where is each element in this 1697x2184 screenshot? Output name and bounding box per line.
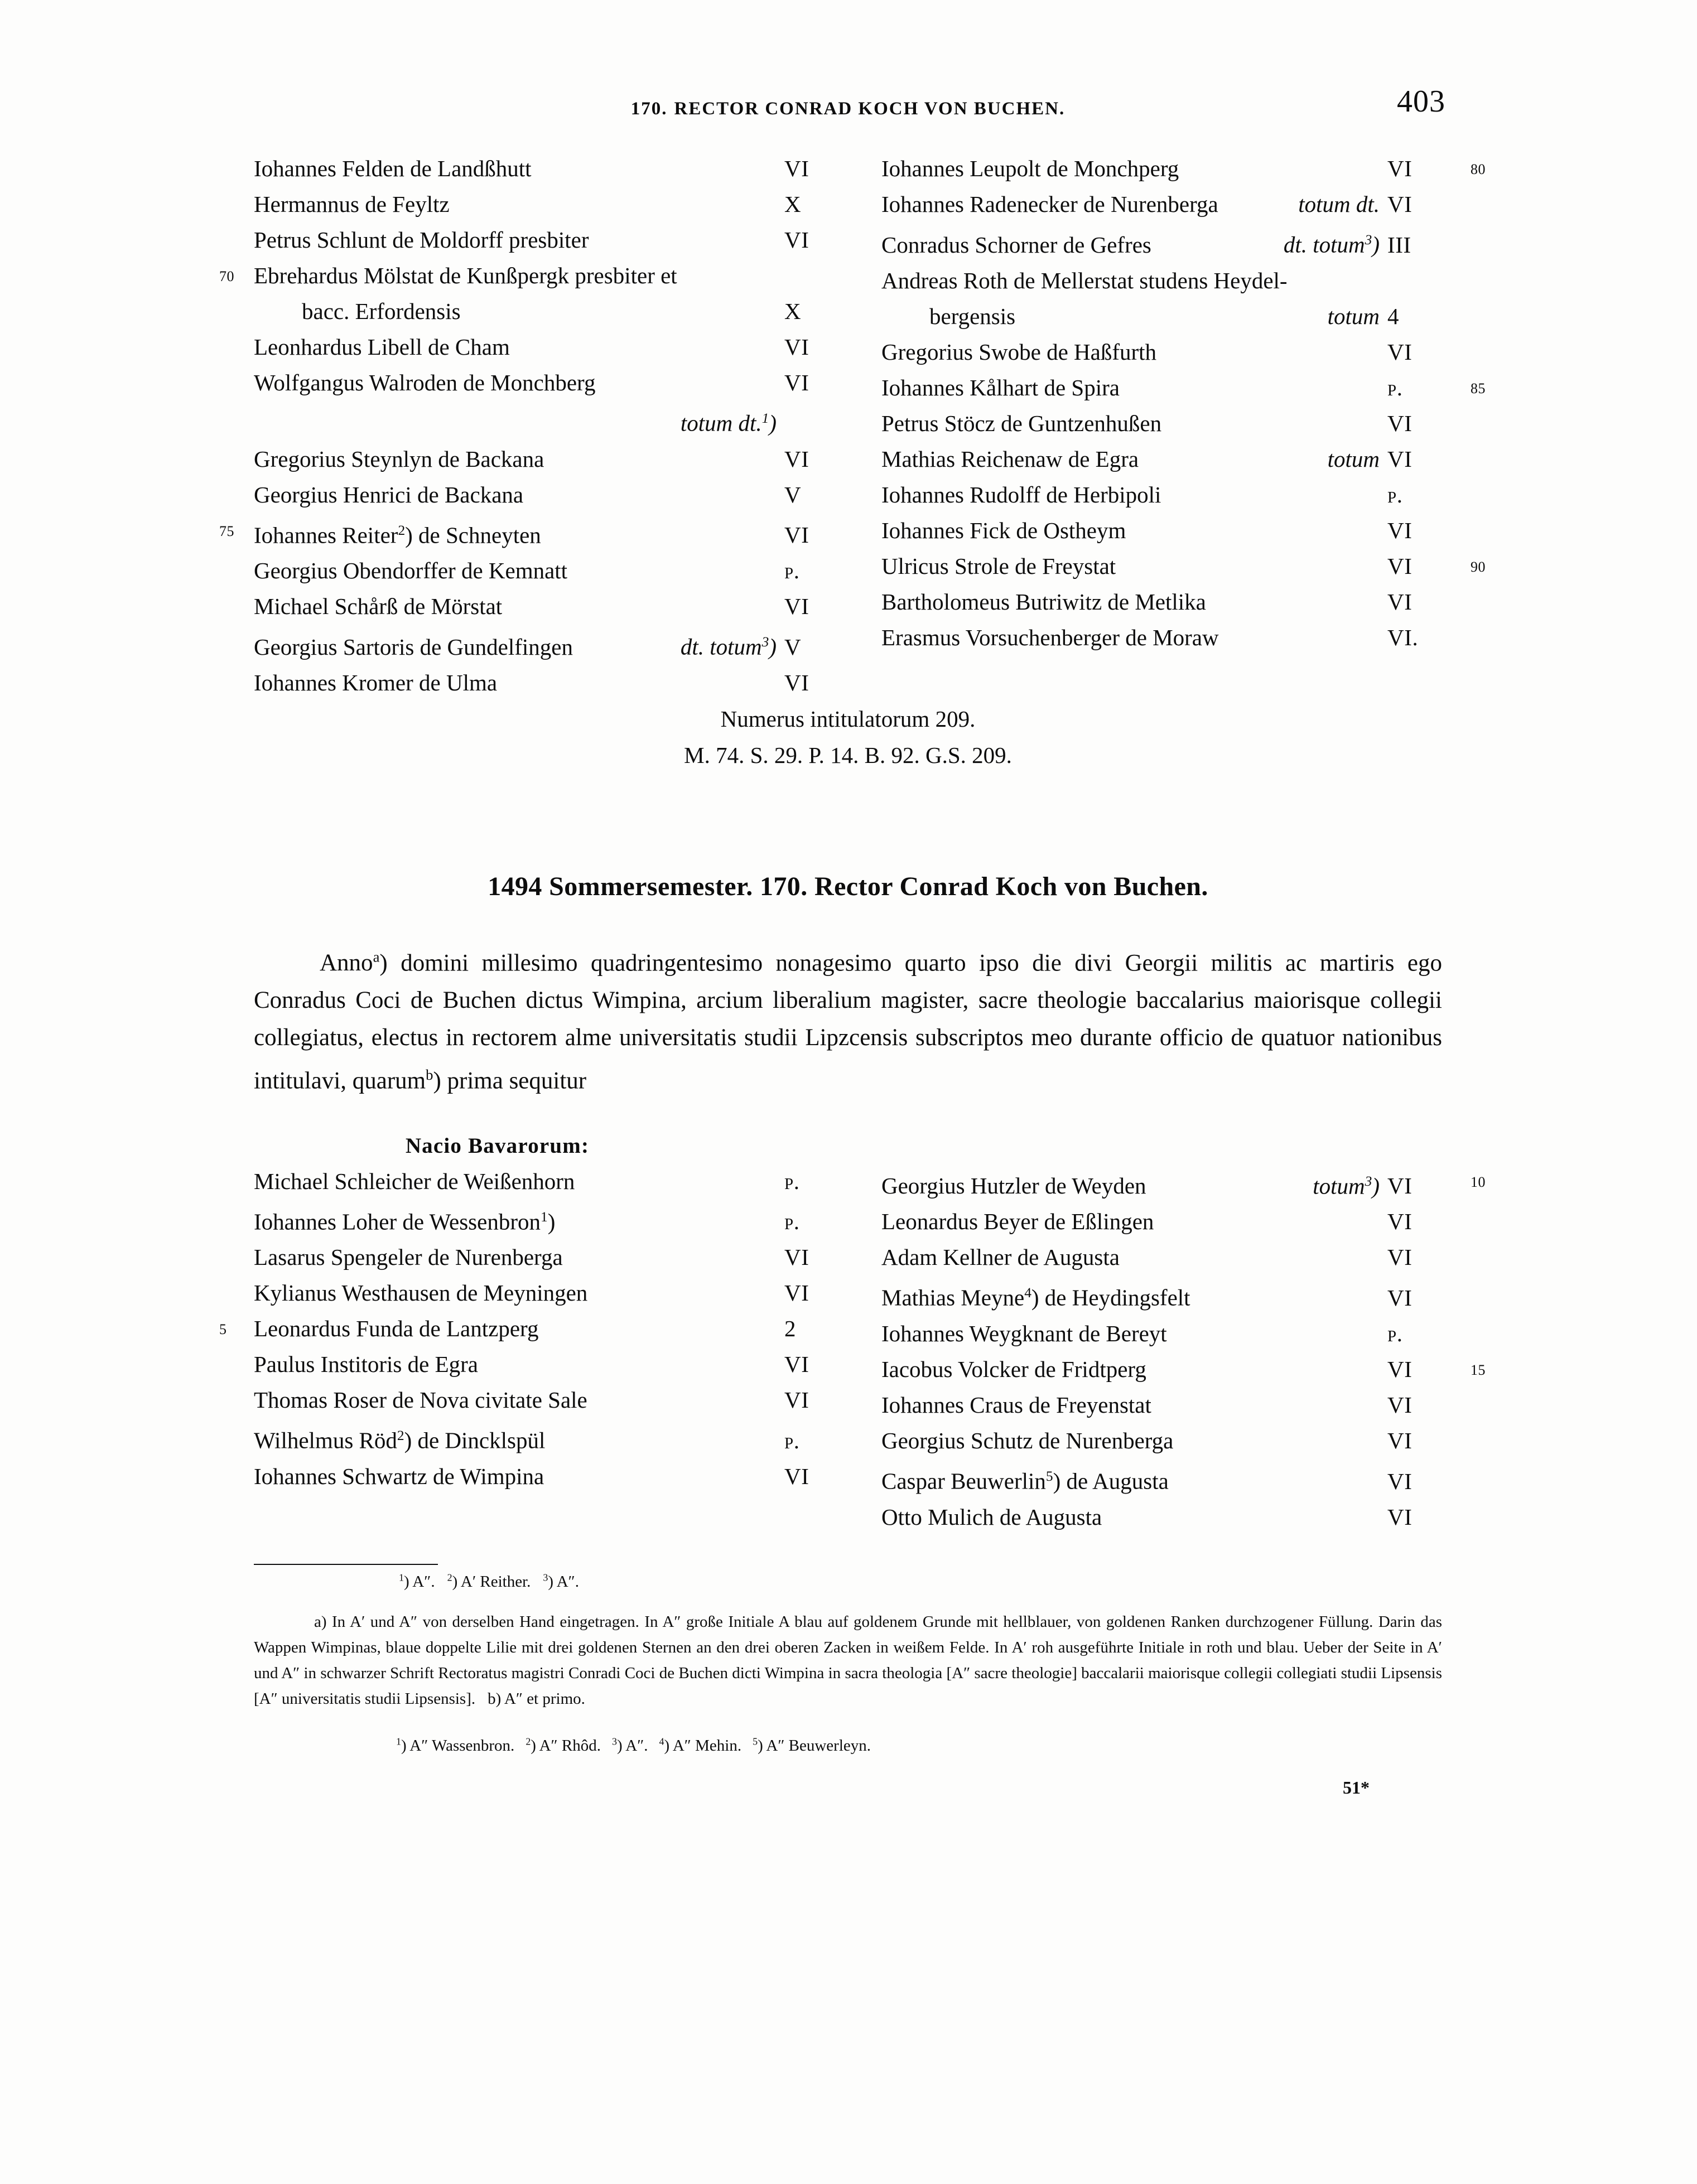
entry-fee-value: VI: [1387, 446, 1412, 472]
matriculation-entry: [881, 1316, 1442, 1351]
matriculation-entry: [254, 400, 836, 441]
matriculation-entry: [254, 151, 836, 186]
entry-name: Andreas Roth de Mellerstat studens Heydel-: [881, 267, 1288, 293]
footnote-text: ) A″.: [403, 1573, 435, 1591]
paragraph-body-text-tail: ) prima sequitur: [433, 1067, 587, 1094]
entry-name: Wolfgangus Walroden de Monchberg: [254, 370, 596, 395]
matriculation-entry: [881, 620, 1442, 655]
entry-line-number: 70: [219, 268, 234, 284]
footnote-marker: 3: [611, 1736, 617, 1747]
entry-name: Ebrehardus Mölstat de Kunßpergk presbiter et: [254, 263, 677, 288]
entry-fee-value: X: [784, 191, 802, 217]
footnote-marker: 1: [399, 1572, 404, 1583]
matriculation-entry: [254, 588, 836, 624]
entry-fee-value: VI: [784, 593, 809, 620]
entry-fee-value: VI: [784, 1463, 809, 1489]
entry-fee-value: VI: [784, 669, 809, 695]
matriculation-entry: [254, 1418, 836, 1458]
paragraph-lead-word: Anno$^a$: [320, 948, 380, 977]
numerus-total-line: Numerus intitulatorum 209.: [720, 706, 976, 732]
entry-name: Iohannes Leupolt de Monchperg: [881, 156, 1179, 181]
matriculation-entry: [219, 258, 836, 293]
footnote-group-lower: [254, 1728, 1442, 1758]
matriculation-entry: [254, 1199, 836, 1240]
entry-name: Leonhardus Libell de Cham: [254, 334, 510, 360]
matriculation-entry: [254, 1163, 836, 1199]
section-heading: 1494 Sommersemester. 170. Rector Conrad Koch von Buchen.: [488, 871, 1208, 901]
running-head-title: [254, 94, 1442, 120]
entry-fee-value: VI: [784, 334, 809, 360]
entry-fee-value: VI: [1387, 1356, 1412, 1382]
nacio-bavarorum-heading: Nacio Bavarorum:: [405, 1133, 590, 1158]
entry-name: Gregorius Steynlyn de Backana: [254, 446, 544, 472]
entry-name: Petrus Schlunt de Moldorff presbiter: [254, 227, 589, 253]
entry-name-footnote-marker: 2: [397, 1428, 404, 1444]
entry-note: totum$^3$): [1313, 1173, 1380, 1199]
entry-fee-value: VI.: [1387, 624, 1419, 650]
entry-name-footnote-marker: 4: [1024, 1285, 1031, 1301]
matriculation-entry: [254, 1239, 836, 1275]
paragraph-body-text: ) domini millesimo quadringentesimo nonagesimo quarto ipso die divi Georgii militis ac martiris ego Conradus Coci de Buchen dictus Wimpina, arcium liberalium magister, sacre theologie baccalarius maiorisque collegii collegiatus, electus in rectorem alme universitatis studii Lipzcensis subscriptos meo durante officio de quatuor nationibus intitulavi, quarum: [254, 950, 1442, 1094]
entry-fee-value: VI: [1387, 1391, 1412, 1418]
entry-line-number: 80: [1471, 161, 1486, 177]
entry-fee-value: VI: [784, 1351, 809, 1378]
entry-fee-value: p.: [784, 558, 800, 584]
footnote-a-text: a) In A′ und A″ von derselben Hand eingetragen. In A″ große Initiale A blau auf goldenem Grunde mit hellblauer, von goldenen Ranken durchzogener Füllung. Darin das Wappen Wimpinas, blaue doppelte Lilie mit drei goldenen Sternen an den drei oberen Zacken in weißem Felde. In A′ roh ausgeführte Initiale in roth und blau. Ueber der Seite in A′ und A″ in schwarzer Schrift Rectoratus magistri Conradi Coci de Buchen dicti Wimpina in sacra theologia [A″ sacre theologie] baccalarii maiorisque collegii collegiati studii Lipsensis [A″ universitatis studii Lipsensis].: [254, 1613, 1442, 1708]
matriculation-entry: [881, 370, 1486, 405]
matriculation-entry: [254, 329, 836, 365]
entry-fee-value: p.: [1387, 481, 1403, 508]
footnote-item: [447, 1573, 531, 1591]
paragraph-footnote-marker-a: a: [373, 948, 380, 965]
entry-fee-value: V: [784, 634, 802, 660]
matriculation-entry: [254, 1382, 836, 1418]
matriculation-entry: [881, 513, 1442, 548]
matriculation-entry: [881, 151, 1486, 186]
entry-name: Leonardus Beyer de Eßlingen: [881, 1209, 1154, 1235]
footnote-a: [254, 1609, 1442, 1712]
list-two-right-column: [848, 1163, 1486, 1535]
footnote-item: [526, 1737, 601, 1755]
footnote-item: [659, 1737, 742, 1755]
matriculation-entry: [254, 222, 836, 258]
matriculation-entry: [881, 186, 1442, 222]
page-folio-number: 403: [1397, 84, 1445, 119]
matriculation-entry: [881, 405, 1442, 441]
entry-name: Gregorius Swobe de Haßfurth: [881, 339, 1157, 365]
entry-name: Conradus Schorner de Gefres: [881, 231, 1151, 258]
entry-note: totum: [1327, 446, 1380, 472]
entry-fee-value: VI: [1387, 517, 1412, 543]
entry-fee-value: VI: [1387, 553, 1412, 579]
entry-fee-value: VI: [1387, 1427, 1412, 1453]
matriculation-entry: [254, 365, 836, 400]
matriculation-entry: [254, 665, 836, 700]
entry-name: Kylianus Westhausen de Meyningen: [254, 1280, 588, 1306]
entry-fee-value: p.: [784, 1168, 800, 1194]
matriculation-entry: [881, 548, 1486, 584]
entry-name: Erasmus Vorsuchenberger de Moraw: [881, 624, 1219, 650]
entry-name: Petrus Stöcz de Guntzenhußen: [881, 410, 1162, 436]
matriculation-entry: [881, 1387, 1442, 1423]
entry-name-footnote-marker: 5: [1045, 1468, 1053, 1484]
matriculation-entry: [254, 477, 836, 513]
footnote-text: ) A″.: [616, 1736, 648, 1755]
entry-fee-value: VI: [1387, 588, 1412, 615]
footnote-item: [612, 1737, 648, 1755]
entry-name: Mathias Reichenaw de Egra: [881, 446, 1139, 472]
entry-name: Georgius Sartoris de Gundelfingen: [254, 634, 573, 660]
footnote-marker: 2: [526, 1736, 531, 1747]
entry-name: Iohannes Schwartz de Wimpina: [254, 1463, 544, 1489]
entry-note-footnote-marker: 3: [1365, 1173, 1372, 1189]
list-one-left-column: [219, 151, 848, 700]
entry-fee-value: VI: [1387, 1468, 1412, 1494]
entry-name: Iohannes Fick de Ostheym: [881, 517, 1126, 543]
entry-fee-value: p.: [1387, 1320, 1403, 1346]
footnote-item: [753, 1737, 871, 1755]
entry-name: Iohannes Kromer de Ulma: [254, 669, 498, 695]
entry-fee-value: VI: [784, 522, 809, 548]
entry-name: Caspar Beuwerlin$^5$) de Augusta: [881, 1468, 1169, 1494]
matriculation-entry: [219, 513, 836, 553]
matriculation-entry: [881, 441, 1442, 477]
footnote-text: ) A″ Rhôd.: [531, 1736, 601, 1755]
entry-fee-value: VI: [784, 370, 809, 395]
entry-note: totum: [1327, 303, 1380, 329]
entry-fee-value: VI: [1387, 410, 1412, 436]
entry-fee-value: p.: [1387, 374, 1403, 400]
entry-fee-value: VI: [1387, 156, 1412, 181]
matriculation-entry: [254, 624, 836, 665]
matriculation-entry: [881, 1239, 1442, 1275]
entry-name: Ulricus Strole de Freystat: [881, 553, 1116, 579]
matriculation-entry: [881, 477, 1442, 513]
footnote-marker: 5: [753, 1736, 758, 1747]
entry-name: Thomas Roser de Nova civitate Sale: [254, 1387, 587, 1413]
footnote-marker: 3: [543, 1572, 548, 1583]
footnote-group-upper: [254, 1565, 1442, 1595]
entry-note-footnote-marker: 1: [761, 410, 769, 426]
entry-fee-value: VI: [784, 227, 809, 253]
matriculation-entry: [254, 1458, 836, 1494]
entry-fee-value: VI: [784, 446, 809, 472]
matriculation-entry: [881, 1351, 1486, 1387]
footnote-text: ) A″ Mehin.: [664, 1736, 742, 1755]
footnote-text: ) A″ Beuwerleyn.: [758, 1736, 871, 1755]
matriculation-entry: [881, 1163, 1486, 1204]
entry-name: bacc. Erfordensis: [302, 298, 461, 324]
entry-name: bergensis: [929, 303, 1016, 329]
matriculation-entry: [254, 1346, 836, 1382]
entry-fee-value: VI: [784, 1387, 809, 1413]
footnote-item: [399, 1573, 435, 1591]
entry-name: Bartholomeus Butriwitz de Metlika: [881, 588, 1206, 615]
entry-name: Iohannes Craus de Freyenstat: [881, 1391, 1151, 1418]
entry-name: Paulus Institoris de Egra: [254, 1351, 478, 1378]
entry-name: Iohannes Kålhart de Spira: [881, 374, 1120, 400]
footnote-marker: 4: [659, 1736, 664, 1747]
entry-name: Mathias Meyne$^4$) de Heydingsfelt: [881, 1284, 1190, 1311]
entry-fee-value: VI: [1387, 1173, 1412, 1199]
page-content: [219, 0, 1486, 1798]
entry-note: totum dt.: [1298, 191, 1380, 217]
rector-preamble-paragraph: [254, 939, 1442, 1100]
entry-fee-value: VI: [1387, 1209, 1412, 1235]
matriculation-entry: [254, 553, 836, 588]
footnote-text: ) A″.: [548, 1573, 579, 1591]
entry-name: Iohannes Radenecker de Nurenberga: [881, 191, 1218, 217]
matriculation-entry: [881, 334, 1442, 370]
entry-name: Iohannes Felden de Landßhutt: [254, 156, 532, 181]
entry-name: Leonardus Funda de Lantzperg: [254, 1316, 539, 1342]
entry-line-number: 15: [1471, 1361, 1486, 1378]
entry-fee-value: VI: [1387, 1504, 1412, 1530]
entry-name: Georgius Schutz de Nurenberga: [881, 1427, 1174, 1453]
entry-note-footnote-marker: 3: [1365, 232, 1372, 248]
matriculation-entry: [881, 584, 1442, 620]
entry-name: Otto Mulich de Augusta: [881, 1504, 1102, 1530]
nacio-section: [219, 1129, 1486, 1535]
entry-fee-value: VI: [1387, 1244, 1412, 1270]
entry-note: dt. totum$^3$): [1283, 231, 1380, 258]
entry-fee-value: VI: [784, 156, 809, 181]
entry-fee-value: VI: [1387, 191, 1412, 217]
entry-line-number: 10: [1471, 1173, 1486, 1190]
footnote-marker: 2: [447, 1572, 452, 1583]
matriculation-entry: [254, 1275, 836, 1311]
matriculation-entry: [881, 1423, 1442, 1458]
entry-name: Iohannes Rudolff de Herbipoli: [881, 481, 1161, 508]
entry-fee-value: 4: [1387, 303, 1400, 329]
footnote-item: [396, 1737, 514, 1755]
matriculation-entry: [881, 1204, 1442, 1239]
entry-name-footnote-marker: 2: [398, 522, 406, 538]
matriculation-entry: [254, 186, 836, 222]
matriculation-list-one: [219, 151, 1486, 700]
entry-fee-value: V: [784, 481, 802, 508]
entry-name: Iacobus Volcker de Fridtperg: [881, 1356, 1146, 1382]
entry-fee-value: 2: [784, 1316, 797, 1342]
entry-name: Iohannes Loher de Wessenbron$^1$): [254, 1209, 556, 1235]
entry-fee-value: p.: [784, 1209, 800, 1235]
entry-name: Georgius Henrici de Backana: [254, 481, 524, 508]
matriculation-entry: [881, 1458, 1442, 1499]
entry-name: Iohannes Reiter$^2$) de Schneyten: [254, 522, 541, 548]
matriculation-entry: [254, 441, 836, 477]
matriculation-entry: [254, 293, 836, 329]
entry-line-number: 85: [1471, 380, 1486, 397]
entry-fee-value: VI: [1387, 339, 1412, 365]
entry-fee-value: VI: [784, 1244, 809, 1270]
paragraph-footnote-marker-b: b: [426, 1066, 433, 1084]
matriculation-entry: [881, 222, 1442, 263]
entry-note: totum dt.$^1$): [680, 410, 777, 436]
running-head-text: RECTOR CONRAD KOCH VON BUCHEN.: [674, 99, 1066, 119]
entry-fee-value: III: [1387, 231, 1411, 258]
entry-name-footnote-marker: 1: [540, 1209, 548, 1225]
nation-breakdown-line: M. 74. S. 29. P. 14. B. 92. G.S. 209.: [684, 742, 1012, 768]
printers-signature-mark: 51*: [1343, 1777, 1370, 1798]
entry-name: Georgius Obendorffer de Kemnatt: [254, 558, 568, 584]
entry-line-number: 5: [219, 1321, 227, 1338]
footnote-text: ) A″ Wassenbron.: [401, 1736, 515, 1755]
entry-name: Wilhelmus Röd$^2$) de Dincklspül: [254, 1427, 546, 1453]
entry-fee-value: p.: [784, 1427, 800, 1453]
running-head: [254, 84, 1445, 151]
entry-name: Lasarus Spengeler de Nurenberga: [254, 1244, 563, 1270]
matriculation-list-two: [219, 1163, 1486, 1535]
entry-note: dt. totum$^3$): [680, 634, 777, 660]
matriculation-entry: [881, 263, 1442, 298]
matriculation-entry: [881, 1499, 1442, 1535]
entry-name: Georgius Hutzler de Weyden: [881, 1173, 1146, 1199]
entry-name: Hermannus de Feyltz: [254, 191, 450, 217]
footnote-item: [543, 1573, 579, 1591]
footnote-marker: 1: [396, 1736, 401, 1747]
matriculation-entry: [881, 298, 1442, 334]
list-two-left-column: [219, 1163, 848, 1535]
running-head-number: 170.: [630, 99, 668, 119]
entry-note-footnote-marker: 3: [761, 634, 769, 650]
entry-line-number: 90: [1471, 558, 1486, 575]
entry-fee-value: VI: [784, 1280, 809, 1306]
matriculation-entry: [219, 1311, 836, 1346]
entry-name: Michael Schleicher de Weißenhorn: [254, 1168, 575, 1194]
footnote-text: ) A′ Reither.: [452, 1573, 531, 1591]
entry-fee-value: X: [784, 298, 802, 324]
paragraph-indent: [254, 950, 320, 976]
footnote-b-text: b) A″ et primo.: [488, 1690, 585, 1708]
entry-line-number: 75: [219, 523, 234, 539]
entry-fee-value: VI: [1387, 1284, 1412, 1311]
entry-name: Michael Schårß de Mörstat: [254, 593, 503, 620]
matriculation-entry: [881, 1275, 1442, 1316]
entry-name: Iohannes Weygknant de Bereyt: [881, 1320, 1167, 1346]
list-one-right-column: [848, 151, 1486, 700]
entry-name: Adam Kellner de Augusta: [881, 1244, 1120, 1270]
